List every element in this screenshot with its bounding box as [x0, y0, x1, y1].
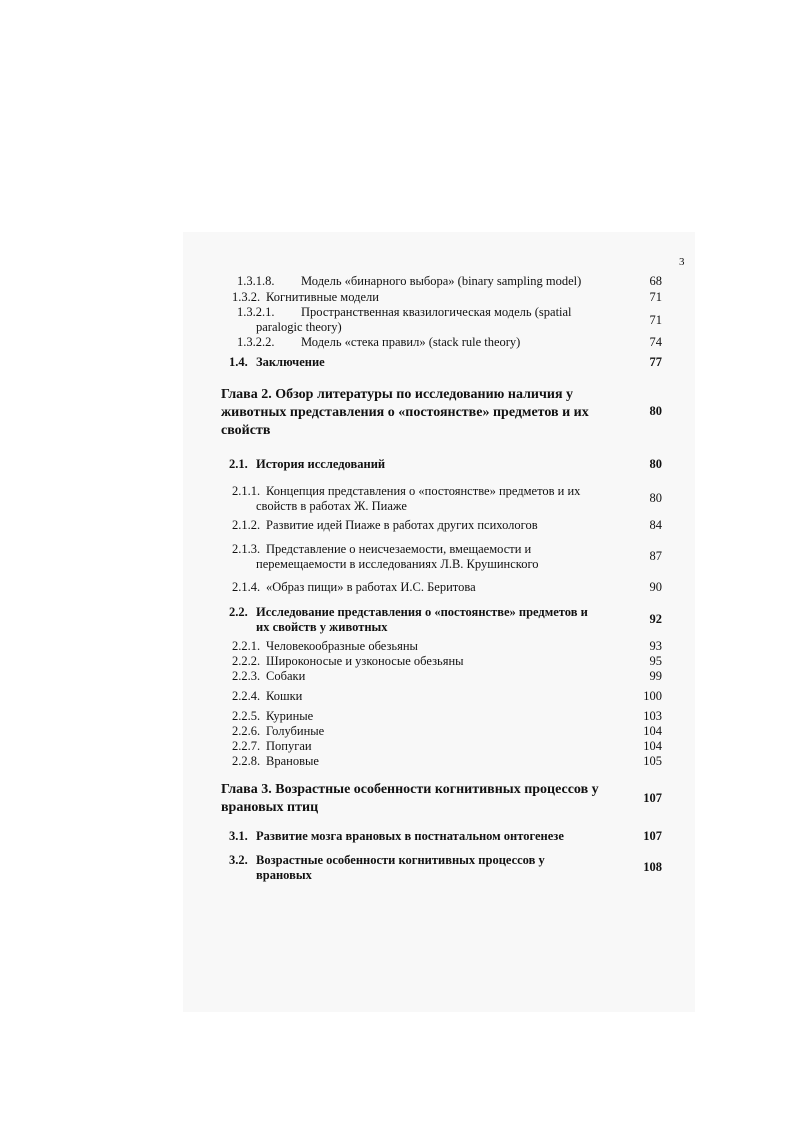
toc-entry-page: 100 — [643, 689, 662, 703]
toc-entry-title: Возрастные особенности когнитивных процессов у — [256, 853, 545, 867]
toc-entry-title-line2: перемещаемости в исследованиях Л.В. Крушинского — [256, 557, 539, 571]
toc-entry-title: Модель «бинарного выбора» (binary sampling model) — [301, 274, 582, 288]
toc-entry-page: 93 — [649, 639, 662, 653]
toc-entry-number: 1.3.2. — [232, 290, 261, 304]
toc-entry-title: Когнитивные модели — [266, 290, 379, 304]
toc-entry-title: Развитие мозга врановых в постнатальном онтогенезе — [256, 829, 564, 843]
toc-entry-page: 68 — [649, 274, 662, 288]
toc-entry-number: 1.4. — [229, 355, 248, 369]
toc-entry-title-line2: paralogic theory) — [256, 320, 342, 334]
toc-entry-title: Представление о неисчезаемости, вмещаемости и — [266, 542, 532, 556]
toc-entry-title: Врановые — [266, 754, 319, 768]
toc-entry-page: 92 — [649, 612, 662, 626]
toc-entry-title-line2: их свойств у животных — [256, 620, 388, 634]
toc-entry-title: Концепция представления о «постоянстве» предметов и их — [266, 484, 581, 498]
toc-entry-number: 2.2.2. — [232, 654, 261, 668]
toc-entry-page: 105 — [643, 754, 662, 768]
toc-entry-page: 77 — [649, 355, 662, 369]
toc-entry-page: 99 — [649, 669, 662, 683]
toc-entry-page: 84 — [649, 518, 662, 532]
toc-chapter-title-line3: свойств — [221, 423, 271, 438]
toc-entry-page: 104 — [643, 724, 662, 738]
toc-entry-number: 2.2.1. — [232, 639, 261, 653]
toc-entry-title: Развитие идей Пиаже в работах других психологов — [266, 518, 538, 532]
toc-entry-number: 2.1.1. — [232, 484, 261, 498]
toc-entry-title: Модель «стека правил» (stack rule theory) — [301, 335, 521, 349]
toc-entry-page: 71 — [649, 290, 662, 304]
toc-entry-page: 71 — [649, 313, 662, 327]
toc-entry-number: 2.2.6. — [232, 724, 261, 738]
toc-entry-title: Широконосые и узконосые обезьяны — [266, 654, 464, 668]
toc-entry-title: Голубиные — [266, 724, 325, 738]
toc-entry-title: «Образ пищи» в работах И.С. Беритова — [266, 580, 476, 594]
toc-entry-number: 1.3.2.2. — [237, 335, 275, 349]
toc-chapter-title: Глава 2. Обзор литературы по исследованию наличия у — [221, 387, 574, 402]
toc-entry-title: История исследований — [256, 457, 386, 471]
toc-entry-number: 3.1. — [229, 829, 248, 843]
page-number: 3 — [679, 256, 685, 268]
toc-entry-title-line2: свойств в работах Ж. Пиаже — [256, 499, 407, 513]
toc-chapter-title-line2: врановых птиц — [221, 800, 319, 815]
toc-entry-title: Попугаи — [266, 739, 312, 753]
toc-entry-title: Кошки — [266, 689, 303, 703]
toc-entry-number: 2.2.5. — [232, 709, 261, 723]
toc-entry-title: Куриные — [266, 709, 314, 723]
toc-chapter-page: 107 — [643, 791, 662, 805]
toc-entry-page: 74 — [649, 335, 662, 349]
toc-entry-page: 108 — [643, 860, 662, 874]
toc-entry-title-line2: врановых — [256, 868, 312, 882]
toc-entry-page: 103 — [643, 709, 662, 723]
toc-entry-page: 95 — [649, 654, 662, 668]
toc-entry-number: 2.1.3. — [232, 542, 261, 556]
toc-chapter-page: 80 — [649, 404, 662, 418]
toc-entry-title: Человекообразные обезьяны — [266, 639, 418, 653]
toc-entry-title: Заключение — [256, 355, 325, 369]
toc-entry-number: 1.3.2.1. — [237, 305, 275, 319]
toc-entry-number: 3.2. — [229, 853, 248, 867]
toc-entry-number: 2.2. — [229, 605, 248, 619]
toc-entry-page: 107 — [643, 829, 662, 843]
toc-entry-number: 2.2.7. — [232, 739, 261, 753]
toc-entry-title: Пространственная квазилогическая модель (spatial — [301, 305, 572, 319]
toc-entry-number: 1.3.1.8. — [237, 274, 275, 288]
toc-entry-number: 2.1.2. — [232, 518, 261, 532]
toc-entry-number: 2.2.3. — [232, 669, 261, 683]
toc-entry-number: 2.2.8. — [232, 754, 261, 768]
toc-entry-number: 2.1. — [229, 457, 248, 471]
toc-entry-page: 87 — [649, 549, 662, 563]
toc-entry-title: Собаки — [266, 669, 306, 683]
toc-entry-page: 104 — [643, 739, 662, 753]
toc-entry-page: 80 — [649, 491, 662, 505]
toc-entry-title: Исследование представления о «постоянстве» предметов и — [256, 605, 588, 619]
toc-entry-page: 80 — [649, 457, 662, 471]
toc-chapter-title-line2: животных представления о «постоянстве» предметов и их — [221, 405, 589, 420]
toc-chapter-title: Глава 3. Возрастные особенности когнитивных процессов у — [221, 782, 599, 797]
toc-entry-number: 2.1.4. — [232, 580, 261, 594]
toc-entry-page: 90 — [649, 580, 662, 594]
toc-entry-number: 2.2.4. — [232, 689, 261, 703]
